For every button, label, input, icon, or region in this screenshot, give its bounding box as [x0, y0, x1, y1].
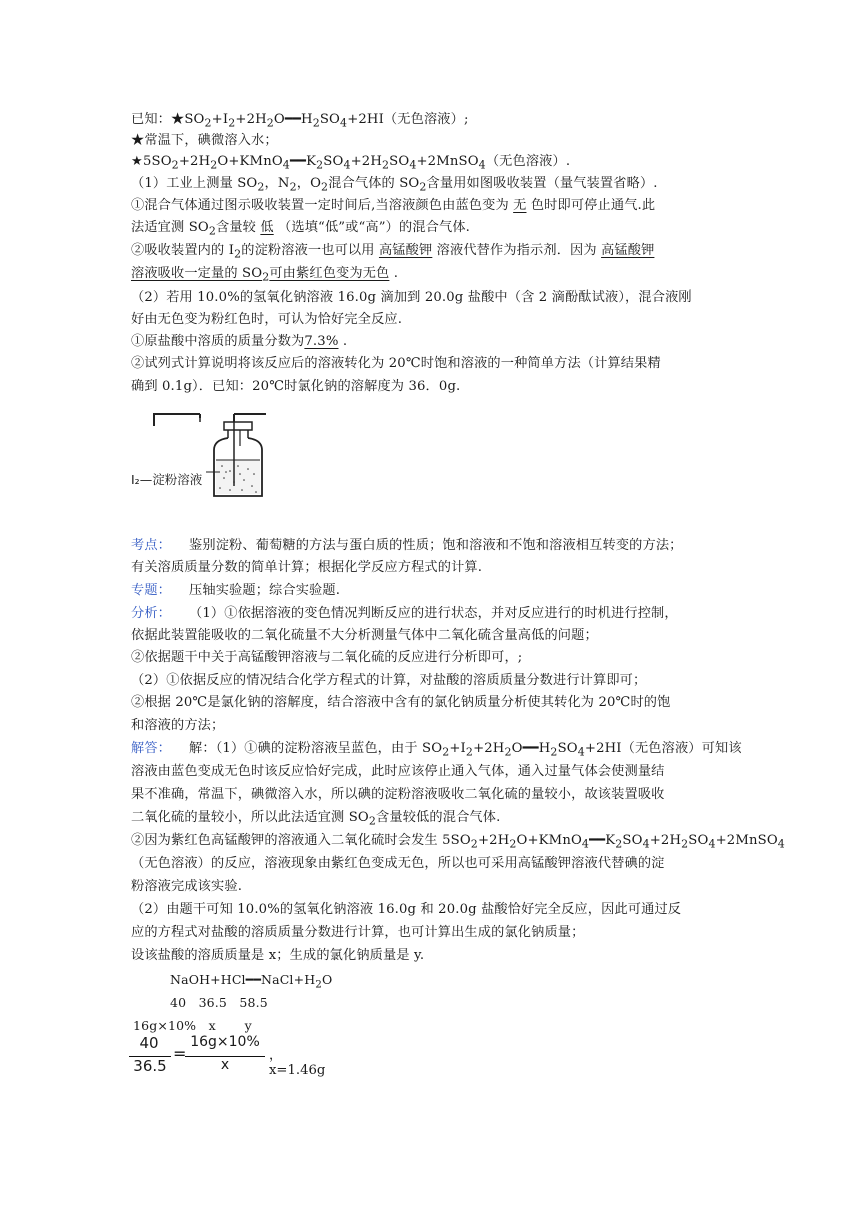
- answer-line-9: 应的方程式对盐酸的溶质质量分数进行计算，也可计算出生成的氯化钠质量；: [131, 925, 585, 940]
- zhuanti-line: 专题： 压轴实验题；综合实验题.: [131, 583, 341, 598]
- sub-question-3: ①原盐酸中溶质的质量分数为7.3% .: [131, 334, 348, 349]
- figure-label: I₂—淀粉溶液: [131, 472, 203, 487]
- part1-intro: （1）工业上测量 $SO_2$，$N_2$，$O_2$混合气体的 $SO_2$含量用如图吸收装置（量气装置省略）.: [131, 176, 658, 194]
- known-mass-row: 16g×10% x y: [133, 1018, 252, 1033]
- answer-label: 解答：: [131, 741, 172, 756]
- answer-line-8: （2）由题干可知 10.0%的氢氧化钠溶液 16.0g 和 20.0g 盐酸恰好完全反应，因此可通过反: [131, 902, 682, 917]
- fraction-1-numerator: 40: [139, 1034, 159, 1052]
- answer-blank-indicator: 高锰酸钾: [378, 243, 433, 258]
- part2-intro-2: 好由无色变为粉红色时，可认为恰好完全反应.: [131, 312, 403, 327]
- answer-line-6: （无色溶液）的反应，溶液现象由紫红色变成无色，所以也可采用高锰酸钾溶液代替碘的淀: [131, 856, 665, 871]
- given-line-2: ★常温下，碘微溶入水；: [131, 133, 278, 148]
- answer-line-3: 果不准确，常温下，碘微溶入水，所以碘的淀粉溶液吸收二氧化硫的量较小，故该装置吸收: [131, 787, 665, 802]
- fenxi-line-1: 分析： （1）①依据溶液的变色情况判断反应的进行状态，并对反应进行的时机进行控制，: [131, 606, 678, 621]
- answer-blank-reason: 高锰酸钾: [601, 243, 655, 258]
- answer-line-4: 二氧化硫的量较小，所以此法适宜测 $SO_2$含量较低的混合气体.: [131, 810, 501, 828]
- molar-mass-row: 40 36.5 58.5: [170, 995, 268, 1010]
- answer-blank-reason-cont: 溶液吸收一定量的 $SO_2$可由紫红色变为无色: [131, 266, 390, 284]
- answer-line-1: 解答： 解：（1）①碘的淀粉溶液呈蓝色，由于 $SO_2+I_2+2H_2O━━H_2SO_4+2HI$（无色溶液）可知该: [131, 741, 742, 759]
- answer-line-10: 设该盐酸的溶质质量是 x；生成的氯化钠质量是 y.: [131, 948, 425, 963]
- answer-line-5: ②因为紫红色高锰酸钾的溶液通入二氧化硫时会发生 $5SO_2+2H_2O+KMnO_4━━K_2SO_4+2H_2SO_4+2MnSO_4$: [131, 833, 785, 851]
- answer-line-7: 粉溶液完成该实验.: [131, 879, 243, 894]
- sub-question-1: ①混合气体通过图示吸收装置一定时间后,当溶液颜色由蓝色变为 无 色时即可停止通气.此: [131, 198, 656, 213]
- part2-intro-1: （2）若用 10.0%的氢氧化钠溶液 16.0g 滴加到 20.0g 盐酸中（含 2 滴酚酞试液），混合液刚: [131, 290, 692, 305]
- answer-blank-level: 低: [260, 220, 274, 235]
- kaodian-line-1: 考点： 鉴别淀粉、葡萄糖的方法与蛋白质的性质；饱和溶液和不饱和溶液相互转变的方法；: [131, 538, 683, 553]
- reaction-equation: $NaOH+HCl━━NaCl+H_2O$: [170, 972, 333, 991]
- sub-question-2: ②吸收装置内的 $I_2$的淀粉溶液一也可以用 高锰酸钾 溶液代替作为指示剂．因为 高锰酸钾: [131, 243, 655, 261]
- given-line-1: 已知：$★SO_2+I_2+2H_2O━━H_2SO_4+2HI$（无色溶液）;: [131, 112, 469, 130]
- answer-blank-fraction: 7.3%: [304, 334, 339, 349]
- fenxi-line-5: ②根据 20℃是氯化钠的溶解度，结合溶液中含有的氯化钠质量分析使其转化为 20℃时的饱: [131, 695, 671, 710]
- equals-sign: =: [173, 1044, 187, 1063]
- fenxi-line-4: （2）①依据反应的情况结合化学方程式的计算，对盐酸的溶质质量分数进行计算即可；: [131, 673, 647, 688]
- kaodian-label: 考点：: [131, 538, 172, 553]
- zhuanti-label: 专题：: [131, 583, 172, 598]
- fenxi-line-2: 依据此装置能吸收的二氧化硫量不大分析测量气体中二氧化硫含量高低的问题；: [131, 628, 598, 643]
- fenxi-line-3: ②依据题干中关于高锰酸钾溶液与二氧化硫的反应进行分析即可，;: [131, 650, 523, 665]
- sub-question-1-cont: 法适宜测 $SO_2$含量较 低 （选填“低”或“高”）的混合气体.: [131, 220, 471, 238]
- sub-question-4-1: ②试列式计算说明将该反应后的溶液转化为 20℃时饱和溶液的一种简单方法（计算结果精: [131, 356, 661, 371]
- result-x: ，x=1.46g: [269, 1048, 326, 1078]
- fraction-1-denominator: 36.5: [133, 1057, 167, 1075]
- sub-question-4-2: 确到 0.1g）．已知：20℃时氯化钠的溶解度为 36．0g.: [131, 379, 461, 394]
- fraction-2-numerator: 16g×10%: [190, 1034, 260, 1050]
- sub-question-2-cont: 溶液吸收一定量的 $SO_2$可由紫红色变为无色 .: [131, 266, 399, 284]
- fenxi-line-6: 和溶液的方法；: [131, 718, 225, 733]
- given-line-3: $★5SO_2+2H_2O+KMnO_4━━K_2SO_4+2H_2SO_4+2MnSO_4$（无色溶液）.: [131, 154, 571, 172]
- kaodian-line-2: 有关溶质质量分数的简单计算；根据化学反应方程式的计算.: [131, 560, 483, 575]
- fenxi-label: 分析：: [131, 606, 172, 621]
- answer-line-2: 溶液由蓝色变成无色时该反应恰好完成，此时应该停止通入气体，通入过量气体会使测量结: [131, 764, 665, 779]
- fraction-2-denominator: x: [220, 1057, 230, 1073]
- answer-blank-color: 无: [513, 198, 527, 213]
